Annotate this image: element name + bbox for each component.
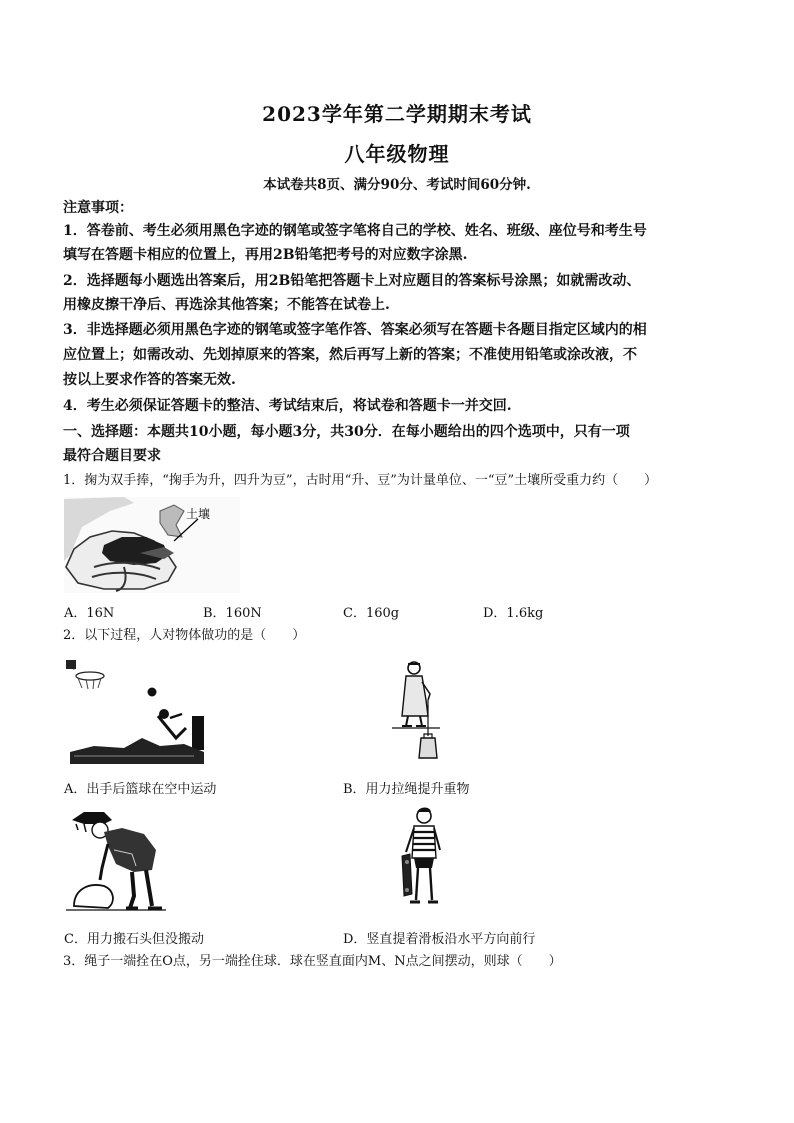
- q1-option-a: A．16N: [64, 606, 115, 621]
- notes-line-7: 按以上要求作答的答案无效.: [63, 372, 236, 388]
- q1-option-c: C．160g: [343, 606, 400, 621]
- notes-line-5: 3．非选择题必须用黑色字迹的钢笔或签字笔作答、答案必须写在答题卡各题目指定区域内的相: [63, 322, 647, 338]
- q1-stem: 1．掬为双手捧，“掬手为升，四升为豆”，古时用“升、豆”为计量单位、一“豆”土壤所受重力约（ ）: [63, 473, 658, 488]
- subject-title: 八年级物理: [344, 142, 450, 166]
- notes-heading: 注意事项：: [63, 200, 133, 216]
- section1-line-2: 最符合题目要求: [63, 448, 161, 464]
- q1-option-d: D．1.6kg: [483, 606, 544, 621]
- q2-figure-stone: [64, 810, 168, 918]
- exam-info: 本试卷共8页、满分90分、考试时间60分钟.: [263, 177, 531, 193]
- notes-line-1: 1．答卷前、考生必须用黑色字迹的钢笔或签字笔将自己的学校、姓名、班级、座位号和考生号: [63, 223, 647, 239]
- q2-figure-basketball: [64, 656, 206, 766]
- notes-line-8: 4．考生必须保证答题卡的整洁、考试结束后，将试卷和答题卡一并交回.: [63, 398, 512, 414]
- q2-figure-rope: [388, 660, 440, 764]
- notes-line-3: 2．选择题每小题选出答案后，用2B铅笔把答题卡上对应题目的答案标号涂黑；如就需改动、: [63, 273, 641, 289]
- q2-option-c: C．用力搬石头但没搬动: [64, 932, 204, 947]
- q2-stem: 2．以下过程，人对物体做功的是（ ）: [63, 628, 306, 643]
- q1-option-b: B．160N: [203, 606, 262, 621]
- q1-soil-figure: [64, 497, 240, 593]
- q2-option-b: B．用力拉绳提升重物: [343, 782, 470, 797]
- q2-option-d: D．竖直提着滑板沿水平方向前行: [343, 932, 536, 947]
- q2-option-a: A．出手后篮球在空中运动: [64, 782, 217, 797]
- notes-line-6: 应位置上；如需改动、先划掉原来的答案，然后再写上新的答案；不准使用铅笔或涂改液，不: [63, 347, 637, 363]
- q2-figure-skateboard: [398, 806, 450, 918]
- q3-stem: 3．绳子一端拴在O点，另一端拴住球．球在竖直面内M、N点之间摆动，则球（ ）: [63, 954, 562, 969]
- notes-line-4: 用橡皮擦干净后、再选涂其他答案；不能答在试卷上.: [63, 297, 390, 313]
- exam-title: 2023学年第二学期期末考试: [262, 102, 532, 126]
- q1-figure-label: 土壤: [186, 507, 211, 521]
- notes-line-2: 填写在答题卡相应的位置上，再用2B铅笔把考号的对应数字涂黑.: [63, 247, 468, 263]
- section1-line-1: 一、选择题：本题共10小题，每小题3分，共30分．在每小题给出的四个选项中，只有一项: [63, 424, 630, 440]
